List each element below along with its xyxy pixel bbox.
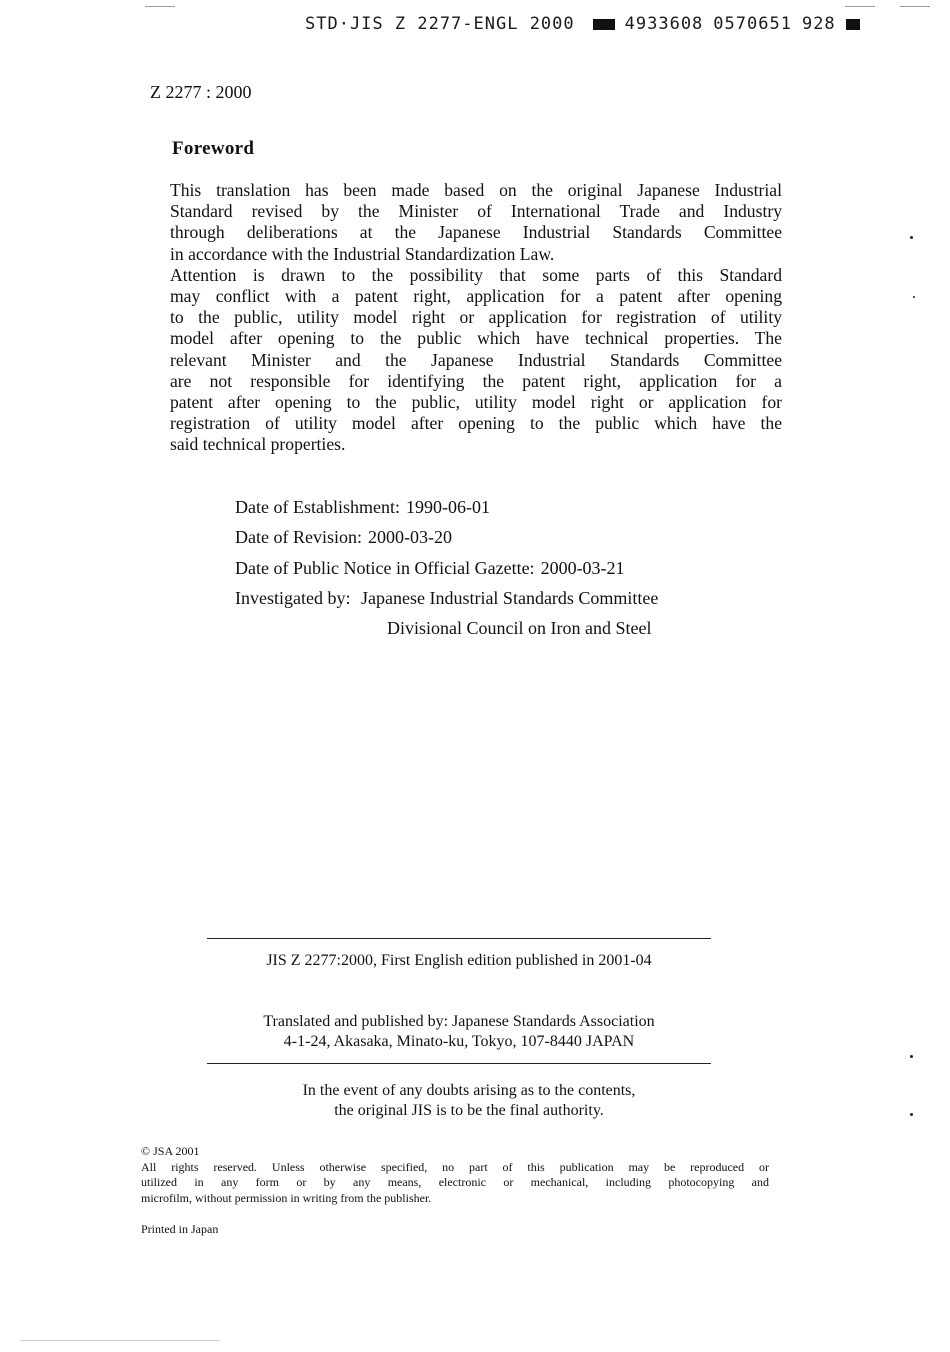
authority-line-1: In the event of any doubts arising as to the contents, (302, 1082, 636, 1099)
date-notice-value: 2000-03-21 (540, 557, 625, 578)
date-establishment-label: Date of Establishment: (235, 497, 400, 517)
publisher-line-1: Translated and published by: Japanese Standards Association (263, 1013, 655, 1030)
scan-bar-mark (593, 19, 615, 30)
scan-speck (910, 236, 913, 239)
dates-block (235, 492, 658, 643)
foreword-line: model after opening to the public which have technical properties. The (170, 328, 782, 349)
standard-number: Z 2277 : 2000 (150, 82, 252, 102)
foreword-line: registration of utility model after opening to the public which have the (170, 413, 782, 434)
publisher-block (0, 1012, 918, 1051)
divider-top (207, 938, 711, 939)
printed-in: Printed in Japan (141, 1222, 219, 1236)
date-notice-label: Date of Public Notice in Official Gazette: (235, 557, 535, 578)
rights-line: microfilm, without permission in writing from the publisher. (141, 1191, 432, 1206)
date-revision-row (235, 522, 658, 552)
foreword-line: Attention is drawn to the possibility that some parts of this Standard (170, 264, 782, 285)
foreword-line: This translation has been made based on the original Japanese Industrial (170, 180, 782, 200)
scan-speck (910, 1113, 913, 1116)
scan-doc-code: STD·JIS Z 2277-ENGL 2000 (305, 14, 575, 34)
foreword-body (170, 180, 782, 456)
foreword-line: relevant Minister and the Japanese Industrial Standards Committee (170, 349, 782, 370)
date-establishment-row (235, 492, 658, 522)
foreword-line: said technical properties. (170, 434, 346, 455)
scan-number-b: 0570651 (713, 14, 792, 34)
scan-edge-mark (845, 6, 875, 7)
foreword-line: are not responsible for identifying the patent right, application for a (170, 370, 782, 391)
foreword-line: through deliberations at the Japanese Industrial Standards Committee (170, 222, 782, 243)
publisher-line-2: 4-1-24, Akasaka, Minato-ku, Tokyo, 107-8440 JAPAN (283, 1032, 635, 1050)
scan-number-c: 928 (801, 14, 836, 34)
authority-note (0, 1081, 938, 1120)
foreword-line: patent after opening to the public, utility model right or application for (170, 392, 782, 413)
foreword-title: Foreword (172, 138, 255, 159)
scan-edge-mark (20, 1340, 220, 1341)
scan-speck (910, 1055, 913, 1058)
divider-bottom (207, 1063, 711, 1064)
foreword-line: in accordance with the Industrial Standardization Law. (170, 243, 555, 264)
scan-bar-mark-end (846, 19, 860, 30)
foreword-line: Standard revised by the Minister of International Trade and Industry (170, 201, 782, 222)
date-revision-label: Date of Revision: (235, 527, 362, 548)
investigated-value-1: Japanese Industrial Standards Committee (360, 587, 659, 608)
rights-text (141, 1160, 769, 1207)
date-establishment-value: 1990-06-01 (405, 497, 490, 517)
edition-note: JIS Z 2277:2000, First English edition published in 2001-04 (266, 952, 652, 969)
authority-line-2: the original JIS is to be the final authority. (334, 1101, 604, 1119)
investigated-row (235, 583, 658, 613)
scan-number-a: 4933608 (624, 14, 704, 34)
copyright-mark: © JSA 2001 (141, 1144, 200, 1158)
foreword-line: may conflict with a patent right, application for a patent after opening (170, 286, 782, 307)
scan-speck (913, 296, 915, 298)
rights-line: All rights reserved. Unless otherwise specified, no part of this publication may be reproduced or (141, 1159, 769, 1174)
rights-line: utilized in any form or by any means, electronic or mechanical, including photocopying and (141, 1175, 769, 1190)
scan-edge-mark (900, 6, 930, 7)
copyright-block (141, 1144, 769, 1207)
investigated-value-2: Divisional Council on Iron and Steel (387, 618, 652, 639)
scan-edge-mark (145, 6, 175, 7)
investigated-label: Investigated by: (235, 587, 351, 608)
scan-header (305, 14, 860, 34)
foreword-line: to the public, utility model right or application for registration of utility (170, 307, 782, 328)
date-revision-value: 2000-03-20 (367, 527, 452, 548)
date-notice-row (235, 553, 658, 583)
